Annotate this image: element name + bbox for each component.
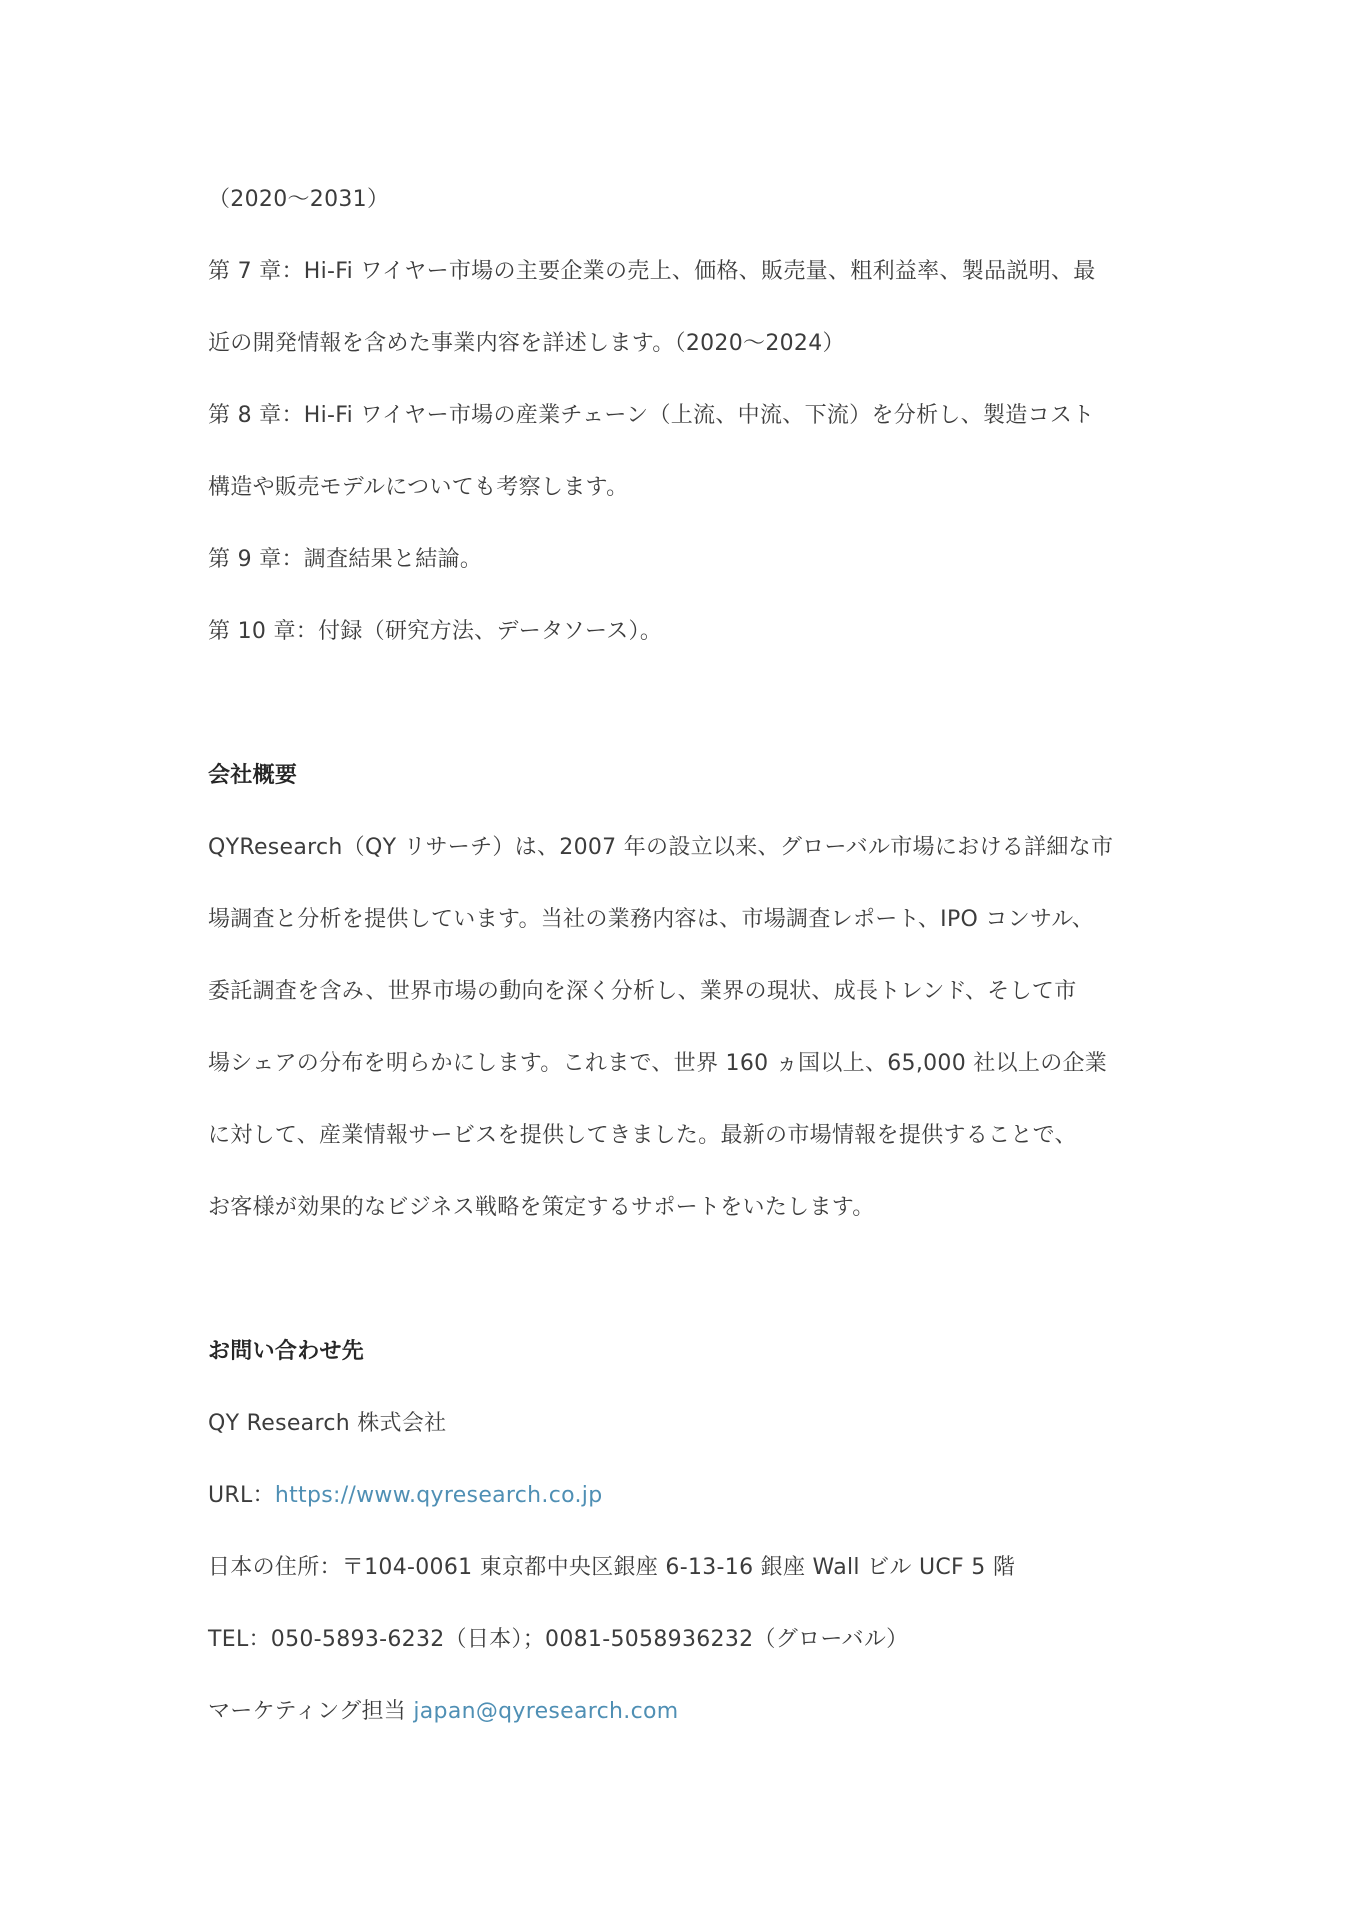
email-link[interactable]: japan@qyresearch.com: [413, 1699, 679, 1724]
chapter-6-continuation: （2020～2031）: [208, 187, 390, 212]
company-overview-line: QYResearch（QY リサーチ）は、2007 年の設立以来、グローバル市場における詳細な市: [208, 835, 1114, 860]
company-overview-line: お客様が効果的なビジネス戦略を策定するサポートをいたします。: [208, 1195, 875, 1220]
chapter-7-line-2: 近の開発情報を含めた事業内容を詳述します。（2020～2024）: [208, 331, 845, 356]
contact-marketing-line: [208, 1697, 1168, 1727]
website-link[interactable]: https://www.qyresearch.co.jp: [274, 1483, 603, 1508]
contact-heading: お問い合わせ先: [208, 1339, 365, 1364]
company-overview-line: 場シェアの分布を明らかにします。これまで、世界 160 ヵ国以上、65,000 社以上の企業: [208, 1051, 1108, 1076]
chapter-9: 第 9 章：調査結果と結論。: [208, 547, 483, 572]
url-label: URL：: [208, 1483, 275, 1508]
company-overview-heading: 会社概要: [208, 763, 298, 788]
contact-address: 日本の住所：〒104-0061 東京都中央区銀座 6-13-16 銀座 Wall ビル UCF 5 階: [208, 1555, 1016, 1580]
chapter-7-line-1: 第 7 章：Hi-Fi ワイヤー市場の主要企業の売上、価格、販売量、粗利益率、製品説明、最: [208, 259, 1096, 284]
marketing-label: マーケティング担当: [208, 1699, 414, 1724]
chapter-8-line-1: 第 8 章：Hi-Fi ワイヤー市場の産業チェーン（上流、中流、下流）を分析し、製造コスト: [208, 403, 1095, 428]
contact-tel: TEL：050-5893-6232（日本）；0081-5058936232（グローバル）: [208, 1627, 909, 1652]
chapter-10: 第 10 章：付録（研究方法、データソース）。: [208, 619, 663, 644]
contact-company-name: QY Research 株式会社: [208, 1411, 447, 1436]
chapter-8-line-2: 構造や販売モデルについても考察します。: [208, 475, 629, 500]
company-overview-line: 委託調査を含み、世界市場の動向を深く分析し、業界の現状、成長トレンド、そして市: [208, 979, 1077, 1004]
company-overview-line: 場調査と分析を提供しています。当社の業務内容は、市場調査レポート、IPO コンサル、: [208, 907, 1095, 932]
company-overview-line: に対して、産業情報サービスを提供してきました。最新の市場情報を提供することで、: [208, 1123, 1077, 1148]
contact-url-line: [208, 1481, 1168, 1511]
